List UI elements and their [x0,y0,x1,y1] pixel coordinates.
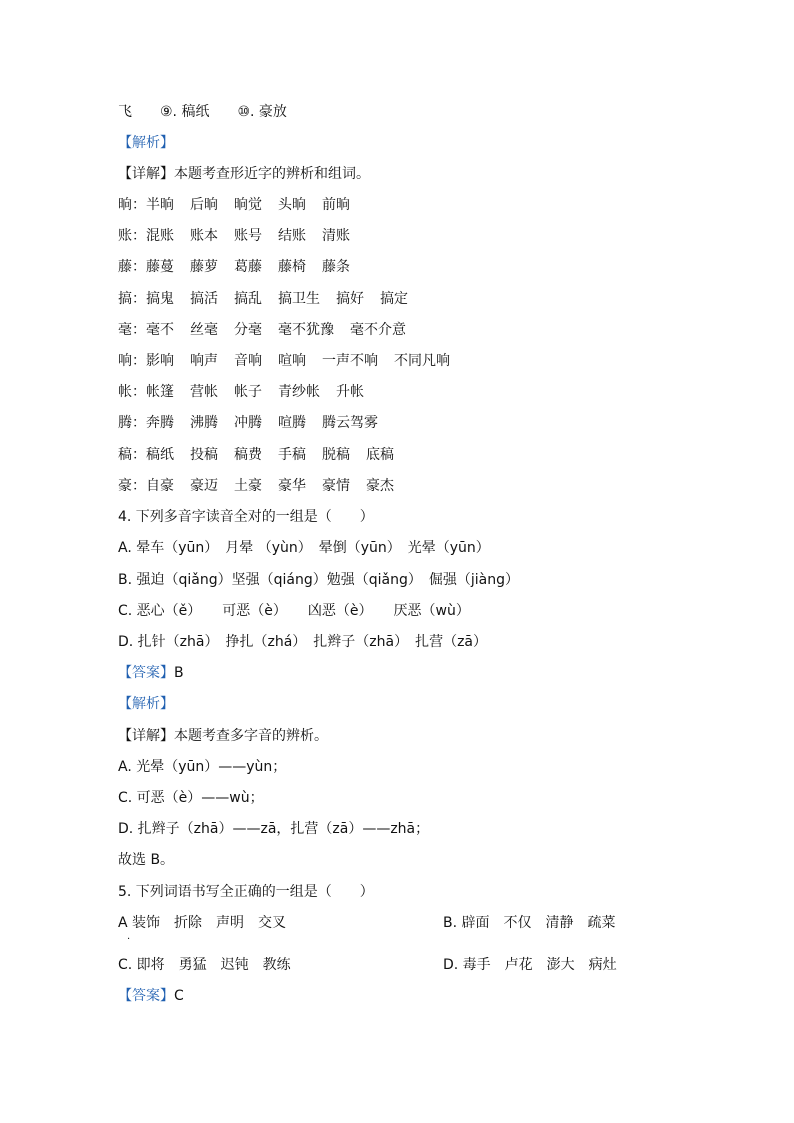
group-word: 影响 [146,353,174,369]
group-word: 不同凡响 [394,353,450,369]
word-group-line [118,257,366,277]
group-word: 毫不犹豫 [278,321,334,338]
xiangjie-tag: 【详解】 [118,166,174,182]
group-word: 喧响 [278,353,306,369]
group-char: 搞： [118,290,146,307]
q5-stem: 5. 下列词语书写全正确的一组是（ ） [118,884,374,900]
group-word: 脱稿 [322,446,350,463]
xiangjie-text: 本题考查形近字的辨析和组词。 [174,166,370,182]
word-group-line [118,289,424,309]
group-word: 帐子 [234,384,262,401]
group-word: 青纱帐 [278,384,320,401]
answer-text: C [174,988,184,1004]
emphasis-dot: . [127,931,131,942]
q4-answer [118,663,184,683]
group-word: 豪迈 [190,477,218,494]
word-group-line [118,382,380,402]
xiangjie-tag: 【详解】 [118,728,174,744]
q4-option-d: D. 扎针（zhā） 挣扎（zhá） 扎辫子（zhā） 扎营（zā） [118,634,488,650]
group-word: 手稿 [278,446,306,463]
group-word: 稿费 [234,446,262,463]
group-word: 藤条 [322,259,350,276]
answer-tag: 【答案】 [118,988,174,1004]
q4-option-c: C. 恶心（ě） 可恶（è） 凶恶（è） 厌恶（wù） [118,603,470,619]
group-word: 土豪 [234,477,262,494]
group-word: 腾云驾雾 [322,415,378,432]
word-group-line [118,195,366,215]
group-word: 清账 [322,228,350,245]
group-word: 葛藤 [234,259,262,276]
q4-explain-a: A. 光晕（yūn）——yùn； [118,759,287,775]
q4-conclusion: 故选 B。 [118,852,175,868]
word-group-line [118,226,366,246]
group-word: 稿纸 [146,446,174,463]
group-word: 账号 [234,228,262,245]
group-char: 稿： [118,446,146,463]
group-word: 藤萝 [190,259,218,276]
group-char: 响： [118,353,146,369]
group-word: 喧腾 [278,415,306,432]
q5-option-d: D. 毒手 卢花 澎大 病灶 [443,957,617,973]
q4-xiangjie [118,726,328,746]
group-word: 音响 [234,353,262,369]
group-word: 沸腾 [190,415,218,432]
group-char: 毫： [118,321,146,338]
q4-option-a: A. 晕车（yūn） 月晕 （yùn） 晕倒（yūn） 光晕（yūn） [118,540,490,556]
group-word: 响声 [190,353,218,369]
group-word: 后晌 [190,197,218,213]
group-word: 搞定 [380,290,408,307]
q4-jiexi-heading: 【解析】 [118,696,174,712]
xiangjie-text: 本题考查多字音的辨析。 [174,728,328,744]
group-word: 丝毫 [190,321,218,338]
q4-explain-d: D. 扎辫子（zhā）——zā，扎营（zā）——zhā； [118,821,430,837]
group-word: 营帐 [190,384,218,401]
answer-tag: 【答案】 [118,665,174,681]
q4-stem: 4. 下列多音字读音全对的一组是（ ） [118,509,374,525]
group-word: 前晌 [322,197,350,213]
group-word: 豪华 [278,477,306,494]
group-word: 混账 [146,228,174,245]
q5-option-c: C. 即将 勇猛 迟钝 教练 [118,957,291,973]
group-word: 分毫 [234,321,262,338]
group-word: 帐篷 [146,384,174,401]
word-group-line [118,476,410,496]
q4-explain-c: C. 可恶（è）——wù； [118,790,264,806]
group-word: 搞卫生 [278,290,320,307]
group-word: 毫不介意 [350,321,406,338]
word-group-line [118,351,466,371]
q4-option-b: B. 强迫（qiǎng）坚强（qiáng）勉强（qiǎng） 倔强（jiàng） [118,572,519,588]
group-word: 账本 [190,228,218,245]
group-char: 豪： [118,477,146,494]
group-word: 升帐 [336,384,364,401]
answer-text: B [174,665,184,681]
group-word: 底稿 [366,446,394,463]
jiexi-heading-1: 【解析】 [118,135,174,151]
group-word: 藤椅 [278,259,306,276]
group-char: 帐： [118,384,146,401]
group-word: 半晌 [146,197,174,213]
group-char: 晌： [118,197,146,213]
group-word: 奔腾 [146,415,174,432]
xiangjie-1 [118,164,370,184]
group-char: 藤： [118,259,146,276]
word-group-line [118,413,394,433]
group-word: 搞好 [336,290,364,307]
q5-option-b: B. 辟面 不仅 清静 疏菜 [443,915,616,931]
group-word: 豪情 [322,477,350,494]
group-word: 藤蔓 [146,259,174,276]
word-group-line [118,320,422,340]
top-line: 飞 ⑨. 稿纸 ⑩. 豪放 [118,104,287,120]
group-word: 头晌 [278,197,306,213]
group-word: 搞活 [190,290,218,307]
group-word: 结账 [278,228,306,245]
group-word: 一声不响 [322,353,378,369]
group-word: 豪杰 [366,477,394,494]
group-word: 晌觉 [234,197,262,213]
q5-option-a: A 装饰 折除 声明 交叉 [118,915,287,931]
word-group-line [118,445,410,465]
group-word: 毫不 [146,321,174,338]
group-word: 搞乱 [234,290,262,307]
group-char: 账： [118,228,146,245]
group-word: 投稿 [190,446,218,463]
group-word: 自豪 [146,477,174,494]
group-word: 搞鬼 [146,290,174,307]
q5-answer [118,986,184,1006]
group-char: 腾： [118,415,146,432]
group-word: 冲腾 [234,415,262,432]
